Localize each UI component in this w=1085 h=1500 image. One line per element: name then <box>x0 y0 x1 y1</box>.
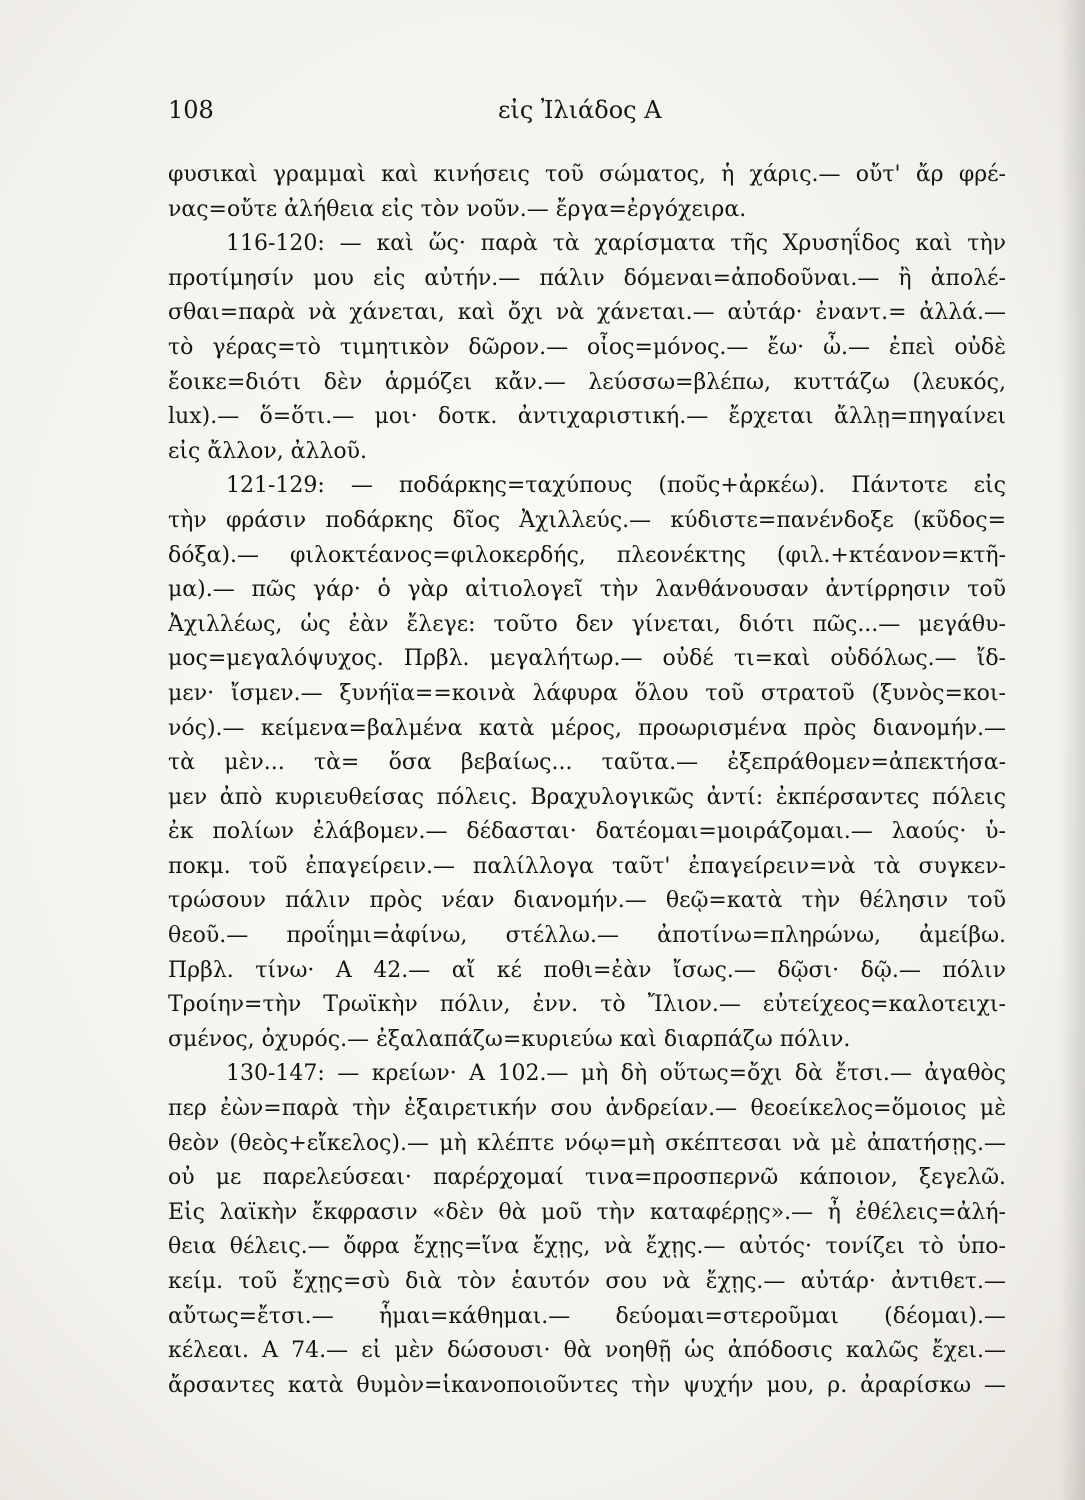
text-line: τὸ γέρας=τὸ τιμητικὸν δῶρον.— οἶος=μόνος.— ἔω· ὦ.— ἐπεὶ οὐδὲ <box>168 334 1006 360</box>
text-line: τρώσουν πάλιν πρὸς νέαν διανομήν.— θεῷ=κατὰ τὴν θέλησιν τοῦ <box>168 888 1006 914</box>
text-line: τὰ μὲν... τὰ= ὅσα βεβαίως... ταῦτα.— ἐξεπράθομεν=ἀπεκτήσα- <box>168 750 1006 776</box>
text-line: ἐκ πολίων ἐλάβομεν.— δέδασται· δατέομαι=μοιράζομαι.— λαούς· ὑ- <box>168 819 1006 845</box>
text-line: Πρβλ. τίνω· Α 42.— αἴ κέ ποθι=ἐὰν ἴσως.— δῷσι· δῷ.— πόλιν <box>168 957 1006 983</box>
text-line: νός).— κείμενα=βαλμένα κατὰ μέρος, προωρισμένα πρὸς διανομήν.— <box>168 715 1006 741</box>
text-line: lux).— ὅ=ὅτι.— μοι· δοτκ. ἀντιχαριστική.— ἔρχεται ἄλλῃ=πηγαίνει <box>168 404 1006 430</box>
text-line: περ ἐὼν=παρὰ τὴν ἐξαιρετικήν σου ἀνδρείαν.— θεοείκελος=ὅμοιος μὲ <box>168 1096 1006 1122</box>
page-number: 108 <box>168 96 214 124</box>
text-line: κείμ. τοῦ ἔχῃς=σὺ διὰ τὸν ἑαυτόν σου νὰ ἔχῃς.— αὐτάρ· ἀντιθετ.— <box>168 1269 1006 1294</box>
text-line: μεν ἀπὸ κυριευθείσας πόλεις. Βραχυλογικῶς ἀντί: ἐκπέρσαντες πόλεις <box>168 784 1006 810</box>
text-line: 121-129: — ποδάρκης=ταχύπους (ποῦς+ἀρκέω). Πάντοτε εἰς <box>226 473 1006 499</box>
text-line: Τροίην=τὴν Τρωϊκὴν πόλιν, ἐνν. τὸ Ἴλιον.— εὐτείχεος=καλοτειχι- <box>168 992 1006 1018</box>
text-line: δόξα).— φιλοκτέανος=φιλοκερδής, πλεονέκτης (φιλ.+κτέανον=κτῆ- <box>168 542 1006 568</box>
text-line: ἄρσαντες κατὰ θυμὸν=ἱκανοποιοῦντες τὴν ψυχήν μου, ρ. ἀραρίσκω — <box>168 1372 1006 1398</box>
commentary-text <box>168 158 1006 1403</box>
text-line: ποκμ. τοῦ ἐπαγείρειν.— παλίλλογα ταῦτ' ἐπαγείρειν=νὰ τὰ συγκεν- <box>168 853 1006 879</box>
text-line: κέλεαι. Α 74.— εἰ μὲν δώσουσι· θὰ νοηθῇ ὡς ἀπόδοσις καλῶς ἔχει.— <box>168 1338 1006 1364</box>
text-line: οὐ με παρελεύσεαι· παρέρχομαί τινα=προσπερνῶ κάποιον, ξεγελῶ. <box>168 1165 1006 1191</box>
text-line: θεοῦ.— προΐημι=ἀφίνω, στέλλω.— ἀποτίνω=πληρώνω, ἀμείβω. <box>168 923 1006 949</box>
text-line: μα).— πῶς γάρ· ὁ γὰρ αἰτιολογεῖ τὴν λανθάνουσαν ἀντίρρησιν τοῦ <box>168 577 1006 603</box>
page-edge-shadow <box>1059 0 1085 1500</box>
text-line: νας=οὔτε ἀλήθεια εἰς τὸν νοῦν.— ἔργα=ἐργόχειρα. <box>168 196 747 222</box>
text-line: τὴν φράσιν ποδάρκης δῖος Ἀχιλλεύς.— κύδιστε=πανένδοξε (κῦδος= <box>168 507 1006 533</box>
text-line: φυσικαὶ γραμμαὶ καὶ κινήσεις τοῦ σώματος, ἡ χάρις.— οὔτ' ἄρ φρέ- <box>168 162 1006 187</box>
text-line: αὔτως=ἔτσι.— ἧμαι=κάθημαι.— δεύομαι=στεροῦμαι (δέομαι).— <box>168 1303 1006 1329</box>
text-line: σθαι=παρὰ νὰ χάνεται, καὶ ὄχι νὰ χάνεται.— αὐτάρ· ἐναντ.= ἀλλά.— <box>168 300 1006 326</box>
text-line: 116-120: — καὶ ὥς· παρὰ τὰ χαρίσματα τῆς Χρυσηΐδος καὶ τὴν <box>226 231 1006 257</box>
running-title: εἰς Ἰλιάδος Α <box>498 96 662 124</box>
text-line: θεὸν (θεὸς+εἴκελος).— μὴ κλέπτε νόῳ=μὴ σκέπτεσαι νὰ μὲ ἀπατήσῃς.— <box>168 1130 1006 1156</box>
text-line: ἔοικε=διότι δὲν ἁρμόζει κἄν.— λεύσσω=βλέπω, κυττάζω (λευκός, <box>168 369 1006 395</box>
text-line: μεν· ἴσμεν.— ξυνήϊα==κοινὰ λάφυρα ὅλου τοῦ στρατοῦ (ξυνὸς=κοι- <box>168 680 1006 706</box>
text-line: Εἰς λαϊκὴν ἔκφρασιν «δὲν θὰ μοῦ τὴν καταφέρῃς».— ἦ ἐθέλεις=ἀλή- <box>168 1199 1006 1225</box>
text-line: σμένος, ὀχυρός.— ἐξαλαπάζω=κυριεύω καὶ διαρπάζω πόλιν. <box>168 1026 851 1052</box>
text-line: μος=μεγαλόψυχος. Πρβλ. μεγαλήτωρ.— οὐδέ τι=καὶ οὐδόλως.— ἴδ- <box>168 646 1006 672</box>
text-line: 130-147: — κρείων· Α 102.— μὴ δὴ οὕτως=ὄχι δὰ ἔτσι.— ἀγαθὸς <box>226 1061 1006 1087</box>
text-line: προτίμησίν μου εἰς αὐτήν.— πάλιν δόμεναι=ἀποδοῦναι.— ἢ ἀπολέ- <box>168 265 1006 291</box>
text-line: εἰς ἄλλον, ἀλλοῦ. <box>168 438 368 464</box>
page-header <box>168 96 1003 132</box>
text-line: Ἀχιλλέως, ὡς ἐὰν ἔλεγε: τοῦτο δεν γίνεται, διότι πῶς...— μεγάθυ- <box>168 611 1006 637</box>
text-line: θεια θέλεις.— ὄφρα ἔχῃς=ἵνα ἔχῃς, νὰ ἔχῃς.— αὐτός· τονίζει τὸ ὑπο- <box>168 1234 1006 1260</box>
